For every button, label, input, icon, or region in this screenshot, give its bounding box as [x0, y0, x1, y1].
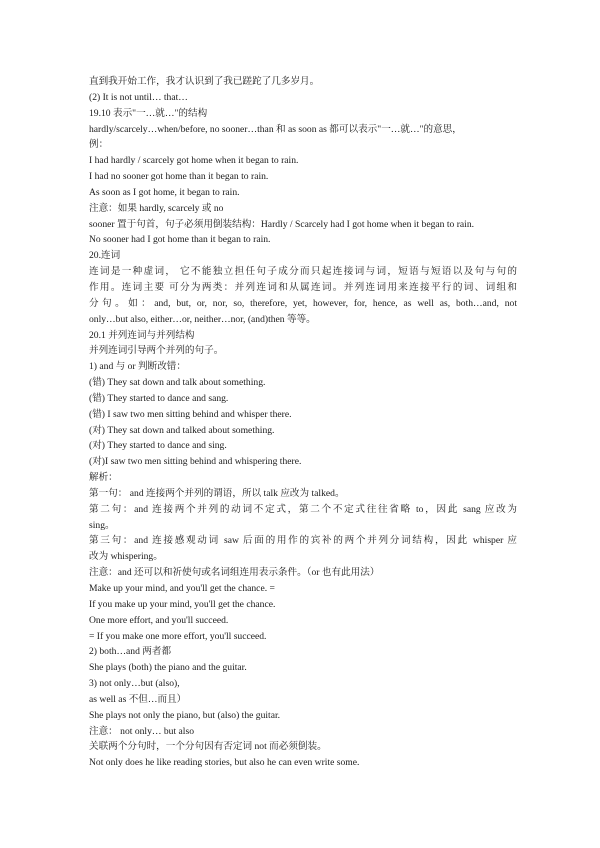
example-line: (对) They started to dance and sing. — [89, 440, 227, 452]
explanation-line: 第三句：and 连接感观动词 saw 后面的用作的宾补的两个并列分词结构，因此 whisper 应 — [89, 535, 517, 547]
example-line: As soon as I got home, it began to rain. — [89, 186, 240, 198]
note-line: 注意：and 还可以和祈使句或名词组连用表示条件。（or 也有此用法） — [89, 567, 380, 579]
example-line: One more effort, and you'll succeed. — [89, 614, 229, 626]
text-line: sooner 置于句首，句子必须用倒装结构：Hardly / Scarcely had I got home when it began to rain. — [89, 218, 475, 230]
example-line: Not only does he like reading stories, but also he can even write some. — [89, 757, 360, 769]
document-body — [89, 74, 517, 771]
example-line: Make up your mind, and you'll get the chance. = — [89, 583, 275, 594]
section-heading: 20.1 并列连词与并列结构 — [89, 329, 195, 341]
text-line: as well as 不但…而且） — [89, 693, 187, 705]
text-line: 直到我开始工作，我才认识到了我已蹉跎了几多岁月。 — [89, 76, 320, 87]
example-line: If you make up your mind, you'll get the chance. — [89, 598, 276, 610]
explanation-line: 改为 whispering。 — [89, 551, 163, 563]
example-line: I had no sooner got home than it began to rain. — [89, 171, 269, 183]
example-line: (对)I saw two men sitting behind and whispering there. — [89, 456, 302, 468]
paragraph-line: only…but also, either…or, neither…nor, (and)then 等等。 — [89, 313, 316, 325]
text-line: (2) It is not until… that… — [89, 91, 188, 103]
text-line: 3) not only…but (also), — [89, 678, 180, 690]
text-line: 并列连词引导两个并列的句子。 — [89, 345, 224, 357]
example-line: She plays not only the piano, but (also) the guitar. — [89, 709, 281, 721]
text-line: 2) both…and 两者都 — [89, 646, 172, 658]
text-line: 解析： — [89, 472, 118, 484]
example-line: (错) They started to dance and sang. — [89, 392, 229, 404]
paragraph-line: 作用。连词主要 可分为两类：并列连词和从属连词。并列连词用来连接平行的词、词组和 — [89, 281, 517, 293]
example-line: (错) I saw two men sitting behind and whisper there. — [89, 408, 292, 420]
text-line: 关联两个分句时，一个分句因有否定词 not 而必须倒装。 — [89, 741, 327, 753]
example-line: She plays (both) the piano and the guitar. — [89, 662, 247, 674]
section-heading: 20.连词 — [89, 250, 121, 262]
explanation-line: 第二句：and 连接两个并列的动词不定式，第二个不定式往往省略 to，因此 sang 应改为 — [89, 503, 517, 515]
paragraph-line: 分句。如：and, but, or, nor, so, therefore, yet, however, for, hence, as well as, both…and, not — [89, 297, 517, 309]
text-line: 1) and 与 or 判断改错： — [89, 361, 186, 373]
example-line: No sooner had I got home than it began to rain. — [89, 234, 271, 246]
example-line: = If you make one more effort, you'll succeed. — [89, 630, 267, 642]
example-line: (错) They sat down and talk about something. — [89, 377, 266, 389]
explanation-line: 第一句： and 连接两个并列的谓语，所以 talk 应改为 talked。 — [89, 487, 345, 499]
note-line: 注意：如果 hardly, scarcely 或 no — [89, 202, 224, 214]
example-line: I had hardly / scarcely got home when it began to rain. — [89, 155, 299, 167]
note-line: 注意： not only… but also — [89, 725, 194, 737]
example-line: (对) They sat down and talked about something. — [89, 424, 275, 436]
text-line: hardly/scarcely…when/before, no sooner…than 和 as soon as 都可以表示"一…就…"的意思， — [89, 123, 462, 135]
explanation-line: sing。 — [89, 519, 115, 531]
text-line: 例： — [89, 139, 109, 151]
paragraph-line: 连词是一种虚词， 它不能独立担任句子成分而只起连接词与词，短语与短语以及句与句的 — [89, 266, 517, 278]
section-heading: 19.10 表示"一…就…"的结构 — [89, 107, 208, 119]
